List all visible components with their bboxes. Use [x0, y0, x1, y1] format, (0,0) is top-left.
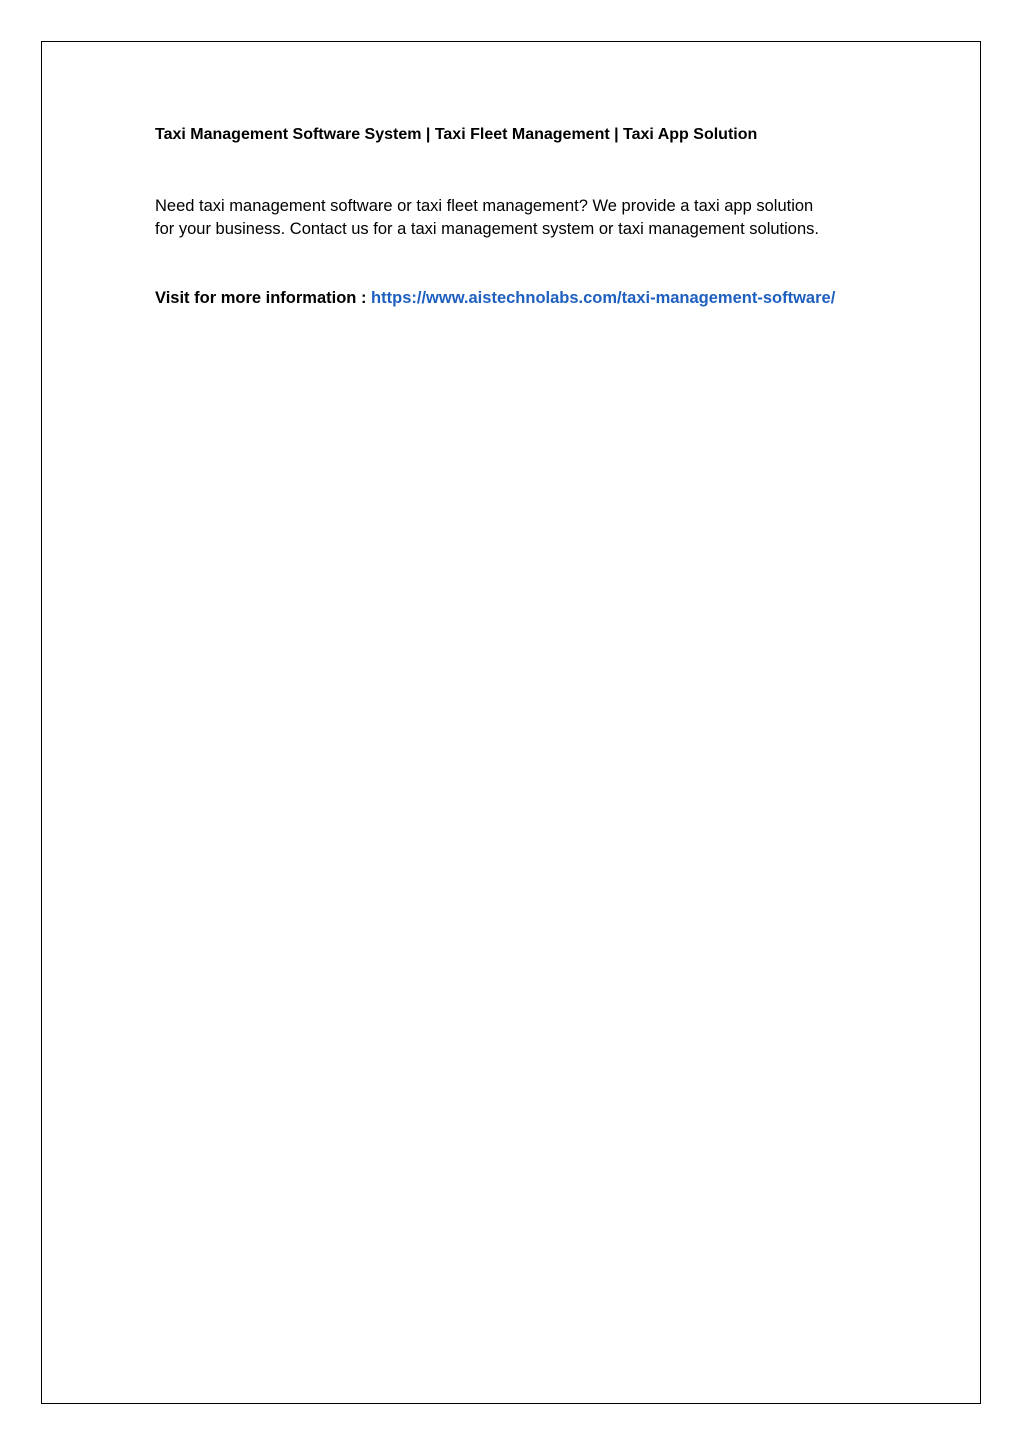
description-line-2: for your business. Contact us for a taxi management system or taxi management solutions.: [155, 220, 819, 238]
website-link[interactable]: https://www.aistechnolabs.com/taxi-management-software/: [371, 289, 836, 307]
visit-info-line: [155, 285, 895, 311]
document-description: [155, 195, 895, 241]
description-line-1: Need taxi management software or taxi fleet management? We provide a taxi app solution: [155, 197, 814, 215]
document-title: Taxi Management Software System | Taxi Fleet Management | Taxi App Solution: [155, 126, 758, 143]
document-content: [155, 122, 895, 311]
visit-label: Visit for more information :: [155, 289, 372, 307]
